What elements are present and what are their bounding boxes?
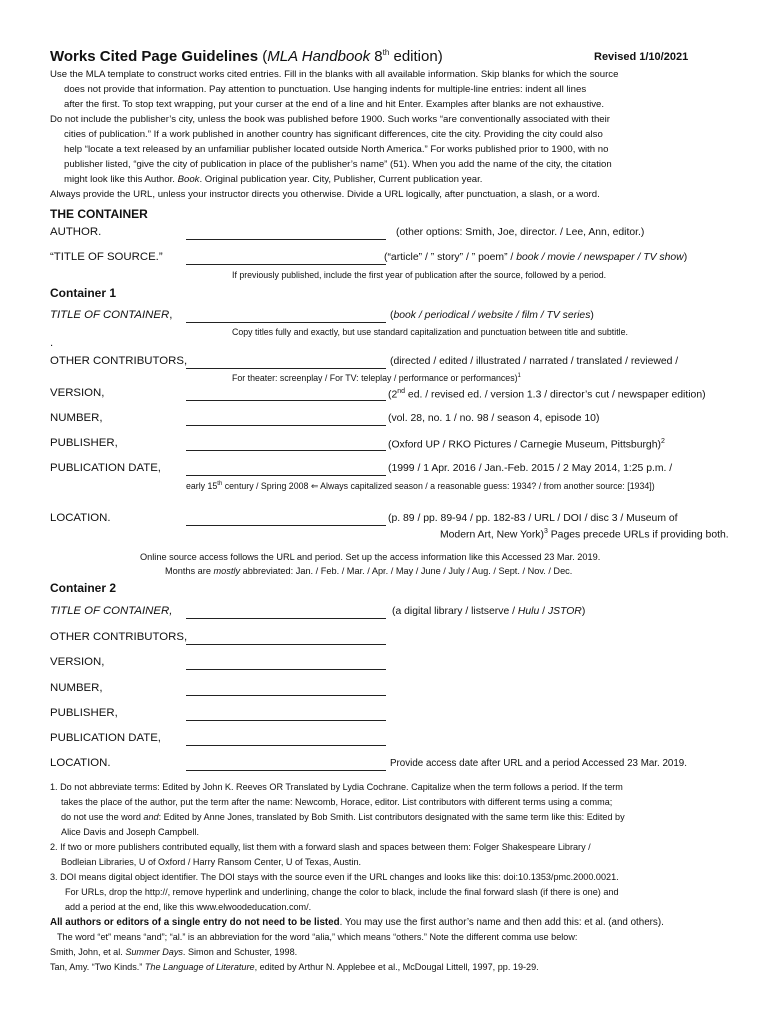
c1-contrib-note	[232, 373, 521, 383]
note-sup: th	[217, 481, 223, 488]
footnote-line: 3. DOI means digital object identifier. The DOI stays with the source even if the URL changes and looks like this: doi:10.1353/pmc.2000.0021.	[50, 872, 619, 882]
footnote-line: add a period at the end, like this www.elwoodeducation.com/.	[65, 902, 312, 912]
container2-heading: Container 2	[50, 581, 117, 595]
title-italic: MLA Handbook	[267, 48, 371, 65]
c2-publisher-blank[interactable]	[186, 720, 386, 721]
hint-italic: book / movie / newspaper / TV show	[516, 252, 684, 263]
title-edition: 8	[370, 48, 383, 65]
online-access-note: Online source access follows the URL and period. Set up the access information like this Accessed 23 Mar. 2019.	[140, 552, 601, 562]
hint-italic: JSTOR	[547, 606, 582, 617]
ex-text: Smith, John, et al.	[50, 947, 126, 957]
title-sup: th	[382, 48, 390, 57]
author-label: AUTHOR.	[50, 226, 102, 238]
hint-text: (Oxford UP / RKO Pictures / Carnegie Museum, Pittsburgh)	[388, 439, 661, 451]
c1-location-hint: (p. 89 / pp. 89-94 / pp. 182-83 / URL / DOI / disc 3 / Museum of	[388, 513, 678, 524]
c1-contrib-hint: (directed / edited / illustrated / narrated / translated / reviewed /	[390, 356, 679, 367]
intro-paragraph	[50, 67, 618, 202]
title-bold: Works Cited Page Guidelines	[50, 48, 259, 65]
hint-text: )	[590, 310, 594, 321]
hint-text: ed. / revised ed. / version 1.3 / director’s cut / newspaper edition)	[405, 389, 706, 401]
hint-text: /	[539, 606, 548, 617]
fn-italic: and	[143, 812, 159, 822]
intro-line: publisher listed, “give the city of publication in place of the publisher’s name” (51). When you add the name of the city, the citation	[64, 159, 612, 170]
title-of-source-note: If previously published, include the first year of publication after the source, followed by a period.	[232, 270, 607, 280]
note-text: For theater: screenplay / For TV: teleplay / performance or performances)	[232, 373, 518, 383]
c2-title-label	[50, 605, 172, 617]
ex-text: Tan, Amy. “Two Kinds.”	[50, 962, 145, 972]
hint-text: )	[581, 606, 586, 617]
hint-text: (“article” / ” story” / ” poem” /	[384, 252, 517, 263]
ex-italic: Summer Days	[125, 947, 183, 957]
note-italic: mostly	[213, 566, 241, 576]
c1-number-blank[interactable]	[186, 425, 386, 426]
intro-line: help “locate a text released by an unfamiliar publisher located outside North America.” For works published prior to 1900, with no	[64, 144, 609, 155]
intro-line: Always provide the URL, unless your instructor directs you otherwise. Divide a URL logically, after punctuation, a slash, or a word.	[50, 189, 600, 200]
footnote-ref: 3	[543, 528, 548, 535]
c1-version-hint	[388, 388, 706, 400]
label-italic: TITLE OF CONTAINER,	[50, 605, 173, 617]
c2-contrib-label: OTHER CONTRIBUTORS,	[50, 631, 188, 643]
c1-title-label	[50, 309, 172, 321]
title-open: (	[262, 48, 268, 65]
c1-location-hint-2	[440, 528, 729, 540]
footnote-line: 1. Do not abbreviate terms: Edited by John K. Reeves OR Translated by Lydia Cochrane. Capitalize when the term follows a period. If the term	[50, 782, 623, 792]
c1-date-note	[186, 481, 655, 492]
example-citation	[50, 945, 664, 960]
intro-line: Use the MLA template to construct works cited entries. Fill in the blanks with all available information. Skip blanks for which the source	[50, 69, 619, 80]
c2-title-blank[interactable]	[186, 618, 386, 619]
ex-italic: The Language of Literature	[144, 962, 255, 972]
c2-number-blank[interactable]	[186, 695, 386, 696]
c1-title-blank[interactable]	[186, 322, 386, 323]
c1-date-label: PUBLICATION DATE,	[50, 462, 161, 474]
title-of-source-label: “TITLE OF SOURCE.”	[50, 251, 163, 263]
intro-line: does not provide that information. Pay attention to punctuation. Use hanging indents for multiple-line entries: indent all lines	[64, 84, 587, 95]
c1-number-label: NUMBER,	[50, 412, 103, 424]
stray-dot: .	[50, 337, 54, 349]
c1-location-blank[interactable]	[186, 525, 386, 526]
hint-text: (2	[388, 389, 398, 401]
c1-date-hint: (1999 / 1 Apr. 2016 / Jan.-Feb. 2015 / 2 May 2014, 1:25 p.m. /	[388, 463, 673, 474]
etal-text: . You may use the first author’s name and then add this: et al. (and others).	[339, 917, 664, 928]
intro-text: . Original publication year. City, Publisher, Current publication year.	[199, 174, 483, 185]
etal-line	[50, 915, 664, 930]
footnote-line: 2. If two or more publishers contributed equally, list them with a forward slash and spaces between them: Folger Shakespeare Library /	[50, 842, 591, 852]
c1-version-label: VERSION,	[50, 387, 105, 399]
hint-text: )	[683, 252, 688, 263]
c1-title-hint	[390, 310, 594, 321]
note-text: century / Spring 2008 ⇐ Always capitalized season / a reasonable guess: 1934? / from another source: [1934])	[222, 481, 655, 491]
page-title	[50, 48, 443, 65]
ex-text: , edited by Arthur N. Applebee et al., McDougal Littell, 1997, pp. 19-29.	[254, 962, 539, 972]
c2-version-label: VERSION,	[50, 656, 105, 668]
footnote-ref: 2	[660, 438, 665, 445]
ex-text: . Simon and Schuster, 1998.	[182, 947, 298, 957]
c1-publisher-label: PUBLISHER,	[50, 437, 118, 449]
title-of-source-blank[interactable]	[186, 264, 386, 265]
c1-date-blank[interactable]	[186, 475, 386, 476]
c2-contrib-blank[interactable]	[186, 644, 386, 645]
c1-location-label: LOCATION.	[50, 512, 111, 524]
c2-location-hint: Provide access date after URL and a period Accessed 23 Mar. 2019.	[390, 758, 687, 769]
etal-bold: All authors or editors of a single entry do not need to be listed	[50, 917, 340, 928]
title-close: edition)	[389, 48, 443, 65]
intro-line: Do not include the publisher’s city, unless the book was published before 1900. Such works “are conventionally associated with their	[50, 114, 610, 125]
footnote-line: Alice Davis and Joseph Campbell.	[61, 827, 199, 837]
intro-line: after the first. To stop text wrapping, put your curser at the end of a line and hit Enter. Examples after blanks are not exhaustive.	[64, 99, 605, 110]
intro-italic: Book	[177, 174, 200, 185]
title-of-source-hint	[384, 252, 687, 263]
hint-text: Pages precede URLs if providing both.	[547, 529, 729, 541]
author-blank[interactable]	[186, 239, 386, 240]
label-italic: TITLE OF CONTAINER	[50, 309, 170, 321]
hint-text: (a digital library / listserve /	[392, 606, 518, 617]
hint-text: (	[390, 310, 394, 321]
footnote-line	[50, 810, 664, 825]
intro-line	[50, 172, 618, 187]
footnote-ref: 1	[517, 373, 521, 380]
c2-number-label: NUMBER,	[50, 682, 103, 694]
c1-contrib-label: OTHER CONTRIBUTORS,	[50, 355, 188, 367]
note-text: abbreviated: Jan. / Feb. / Mar. / Apr. / May / June / July / Aug. / Sept. / Nov. / Dec.	[240, 566, 573, 576]
c2-date-blank[interactable]	[186, 745, 386, 746]
c2-publisher-label: PUBLISHER,	[50, 707, 118, 719]
c2-title-hint	[392, 606, 585, 617]
c1-version-blank[interactable]	[186, 400, 386, 401]
footnote-line: takes the place of the author, put the term after the name: Newcomb, Horace, editor. List contributors with different terms using a comma;	[61, 797, 613, 807]
fn-text: : Edited by Anne Jones, translated by Bob Smith. List contributors designated with the same term like this: Edited by	[158, 812, 625, 822]
intro-text: might look like this Author.	[64, 174, 178, 185]
author-hint: (other options: Smith, Joe, director. / Lee, Ann, editor.)	[396, 227, 645, 238]
c1-contrib-blank[interactable]	[186, 368, 386, 369]
note-text: early 15	[186, 481, 218, 491]
footnote-line: For URLs, drop the http://, remove hyperlink and underlining, change the color to black, include the final forward slash (if there is one) and	[65, 887, 619, 897]
footnote-line: The word “et” means “and”; “al.” is an abbreviation for the word “alia,” which means “others.” Note the different comma use below:	[57, 932, 578, 942]
c1-publisher-hint	[388, 438, 665, 450]
hint-italic: Hulu	[517, 606, 540, 617]
intro-line: cities of publication.” If a work published in another country has significant differences, cite the city. Providing the city could also	[64, 129, 603, 140]
months-note	[165, 566, 572, 576]
label-comma: ,	[169, 309, 173, 321]
hint-italic: book / periodical / website / film / TV series	[393, 310, 591, 321]
c1-number-hint: (vol. 28, no. 1 / no. 98 / season 4, episode 10)	[388, 413, 600, 424]
footnote-line: Bodleian Libraries, U of Oxford / Harry Ransom Center, U of Texas, Austin.	[61, 857, 362, 867]
c2-location-label: LOCATION.	[50, 757, 111, 769]
container1-heading: Container 1	[50, 286, 117, 300]
c1-title-note: Copy titles fully and exactly, but use standard capitalization and punctuation between title and subtitle.	[232, 327, 628, 337]
hint-text: Modern Art, New York)	[440, 529, 544, 541]
revised-date: Revised 1/10/2021	[594, 51, 689, 63]
c1-publisher-blank[interactable]	[186, 450, 386, 451]
footnotes	[50, 780, 664, 975]
note-text: Months are	[165, 566, 214, 576]
c2-location-blank[interactable]	[186, 770, 386, 771]
fn-text: do not use the word	[61, 812, 144, 822]
c2-version-blank[interactable]	[186, 669, 386, 670]
c2-date-label: PUBLICATION DATE,	[50, 732, 161, 744]
hint-sup: nd	[397, 388, 406, 395]
example-citation	[50, 960, 664, 975]
container-heading: THE CONTAINER	[50, 207, 148, 221]
